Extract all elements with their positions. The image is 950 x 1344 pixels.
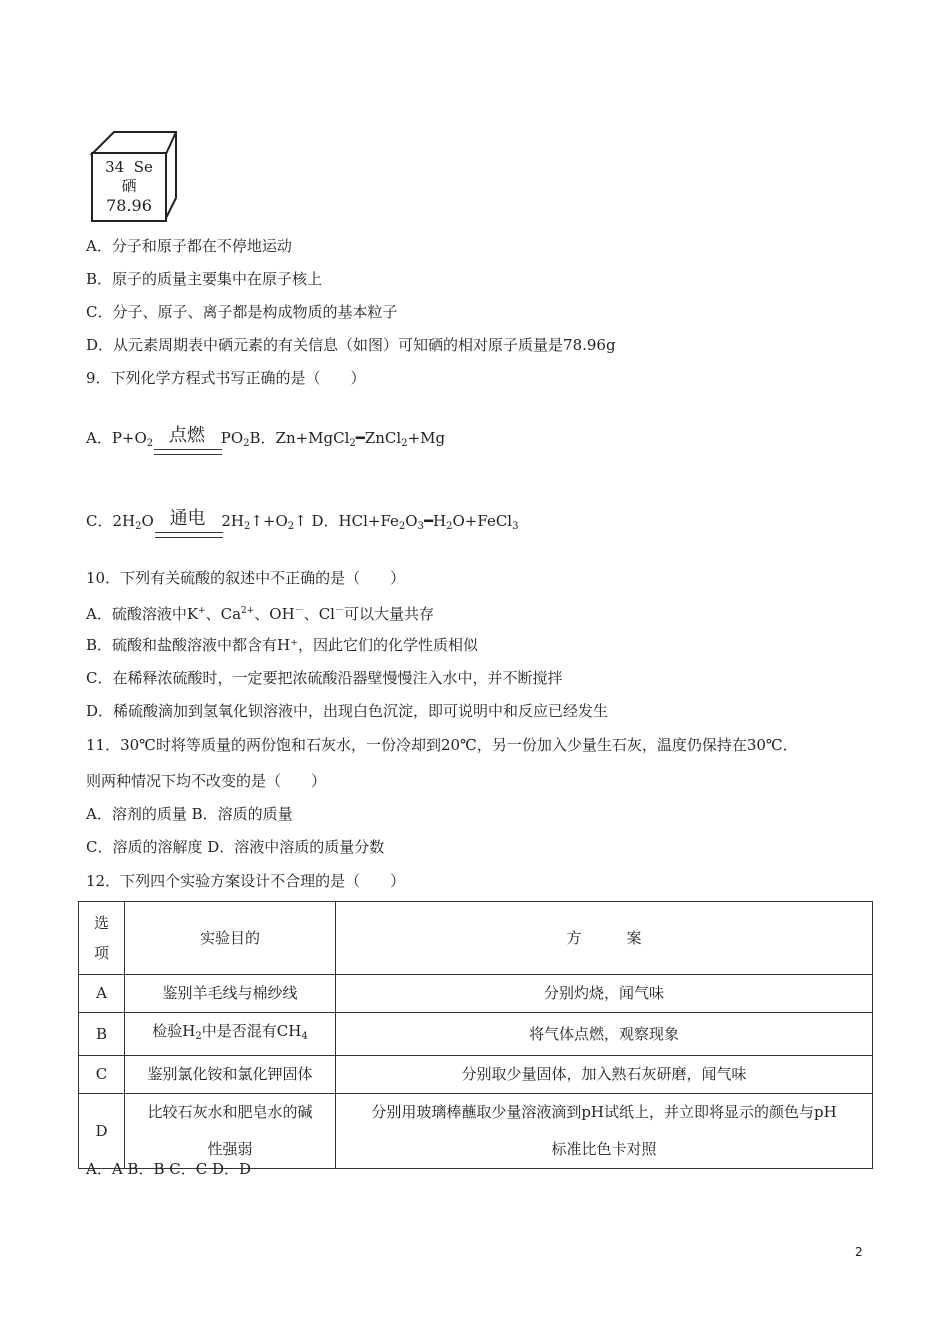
page-number: 2 bbox=[855, 1245, 863, 1259]
table-row bbox=[79, 1056, 873, 1094]
q12-answers: A．A B．B C．C D．D bbox=[86, 1160, 252, 1178]
q11-options-ab: A．溶剂的质量 B．溶质的质量 bbox=[86, 805, 293, 823]
row-plan: 分别用玻璃棒蘸取少量溶液滴到pH试纸上，并立即将显示的颜色与pH 标准比色卡对照 bbox=[336, 1094, 873, 1169]
row-purpose: 鉴别羊毛线与棉纱线 bbox=[125, 975, 336, 1013]
q9-options-cd: C．$2H_2O$ 通电 $2H_2↑+O_2↑$ D．$HCl+Fe_2O_3━H_2O+FeCl_3$ bbox=[86, 508, 519, 532]
element-name: 硒 bbox=[121, 177, 137, 195]
table-row bbox=[79, 1013, 873, 1056]
q11-stem-line1: 11．30℃时将等质量的两份饱和石灰水，一份冷却到20℃，另一份加入少量生石灰，温度仍保持在30℃． bbox=[86, 736, 798, 754]
row-purpose: 比较石灰水和肥皂水的碱 性强弱 bbox=[125, 1094, 336, 1169]
condition-electric: 通电 bbox=[159, 509, 217, 529]
row-plan: 分别灼烧，闻气味 bbox=[336, 975, 873, 1013]
q10-option-c: C．在稀释浓硫酸时，一定要把浓硫酸沿器壁慢慢注入水中，并不断搅拌 bbox=[86, 669, 563, 687]
atomic-number: 34 bbox=[105, 158, 125, 176]
q11-stem-line2: 则两种情况下均不改变的是（ ） bbox=[86, 772, 327, 790]
q12-table bbox=[78, 901, 873, 1169]
row-option: B bbox=[79, 1013, 125, 1056]
row-purpose: 检验$H_2$中是否混有$CH_4$ bbox=[125, 1013, 336, 1056]
table-header-row bbox=[79, 902, 873, 975]
q10-option-b: B．硫酸和盐酸溶液中都含有H⁺，因此它们的化学性质相似 bbox=[86, 636, 479, 654]
element-symbol: Se bbox=[133, 158, 153, 176]
row-purpose: 鉴别氯化铵和氯化钾固体 bbox=[125, 1056, 336, 1094]
q10-option-d: D．稀硫酸滴加到氢氧化钡溶液中，出现白色沉淀，即可说明中和反应已经发生 bbox=[86, 702, 609, 720]
condition-ignite: 点燃 bbox=[158, 426, 216, 446]
row-option: C bbox=[79, 1056, 125, 1094]
header-purpose: 实验目的 bbox=[125, 902, 336, 975]
q10-option-a: A．硫酸溶液中K+、$Ca^{2+}$、OH－、Cl－可以大量共存 bbox=[86, 605, 435, 623]
element-card-face bbox=[91, 152, 167, 222]
selenium-element-card bbox=[88, 128, 178, 222]
row-plan: 将气体点燃，观察现象 bbox=[336, 1013, 873, 1056]
atomic-mass: 78.96 bbox=[106, 196, 152, 215]
row-option: A bbox=[79, 975, 125, 1013]
table-row bbox=[79, 1094, 873, 1169]
q11-options-cd: C．溶质的溶解度 D．溶液中溶质的质量分数 bbox=[86, 838, 385, 856]
q8-option-b: B．原子的质量主要集中在原子核上 bbox=[86, 270, 323, 288]
q8-option-d: D．从元素周期表中硒元素的有关信息（如图）可知硒的相对原子质量是78.96g bbox=[86, 336, 616, 354]
header-option: 选 项 bbox=[79, 902, 125, 975]
q12-stem: 12．下列四个实验方案设计不合理的是（ ） bbox=[86, 872, 406, 890]
q9-stem: 9．下列化学方程式书写正确的是（ ） bbox=[86, 369, 366, 387]
q10-stem: 10．下列有关硫酸的叙述中不正确的是（ ） bbox=[86, 569, 406, 587]
header-plan: 方 案 bbox=[336, 902, 873, 975]
row-option: D bbox=[79, 1094, 125, 1169]
q9-options-ab: A．$P+O_2$ 点燃 $PO_2B$．Zn+MgCl$_2$━ZnCl$_2$+Mg bbox=[86, 425, 446, 449]
table-row bbox=[79, 975, 873, 1013]
q8-option-c: C．分子、原子、离子都是构成物质的基本粒子 bbox=[86, 303, 398, 321]
q8-option-a: A．分子和原子都在不停地运动 bbox=[86, 237, 292, 255]
row-plan: 分别取少量固体，加入熟石灰研磨，闻气味 bbox=[336, 1056, 873, 1094]
